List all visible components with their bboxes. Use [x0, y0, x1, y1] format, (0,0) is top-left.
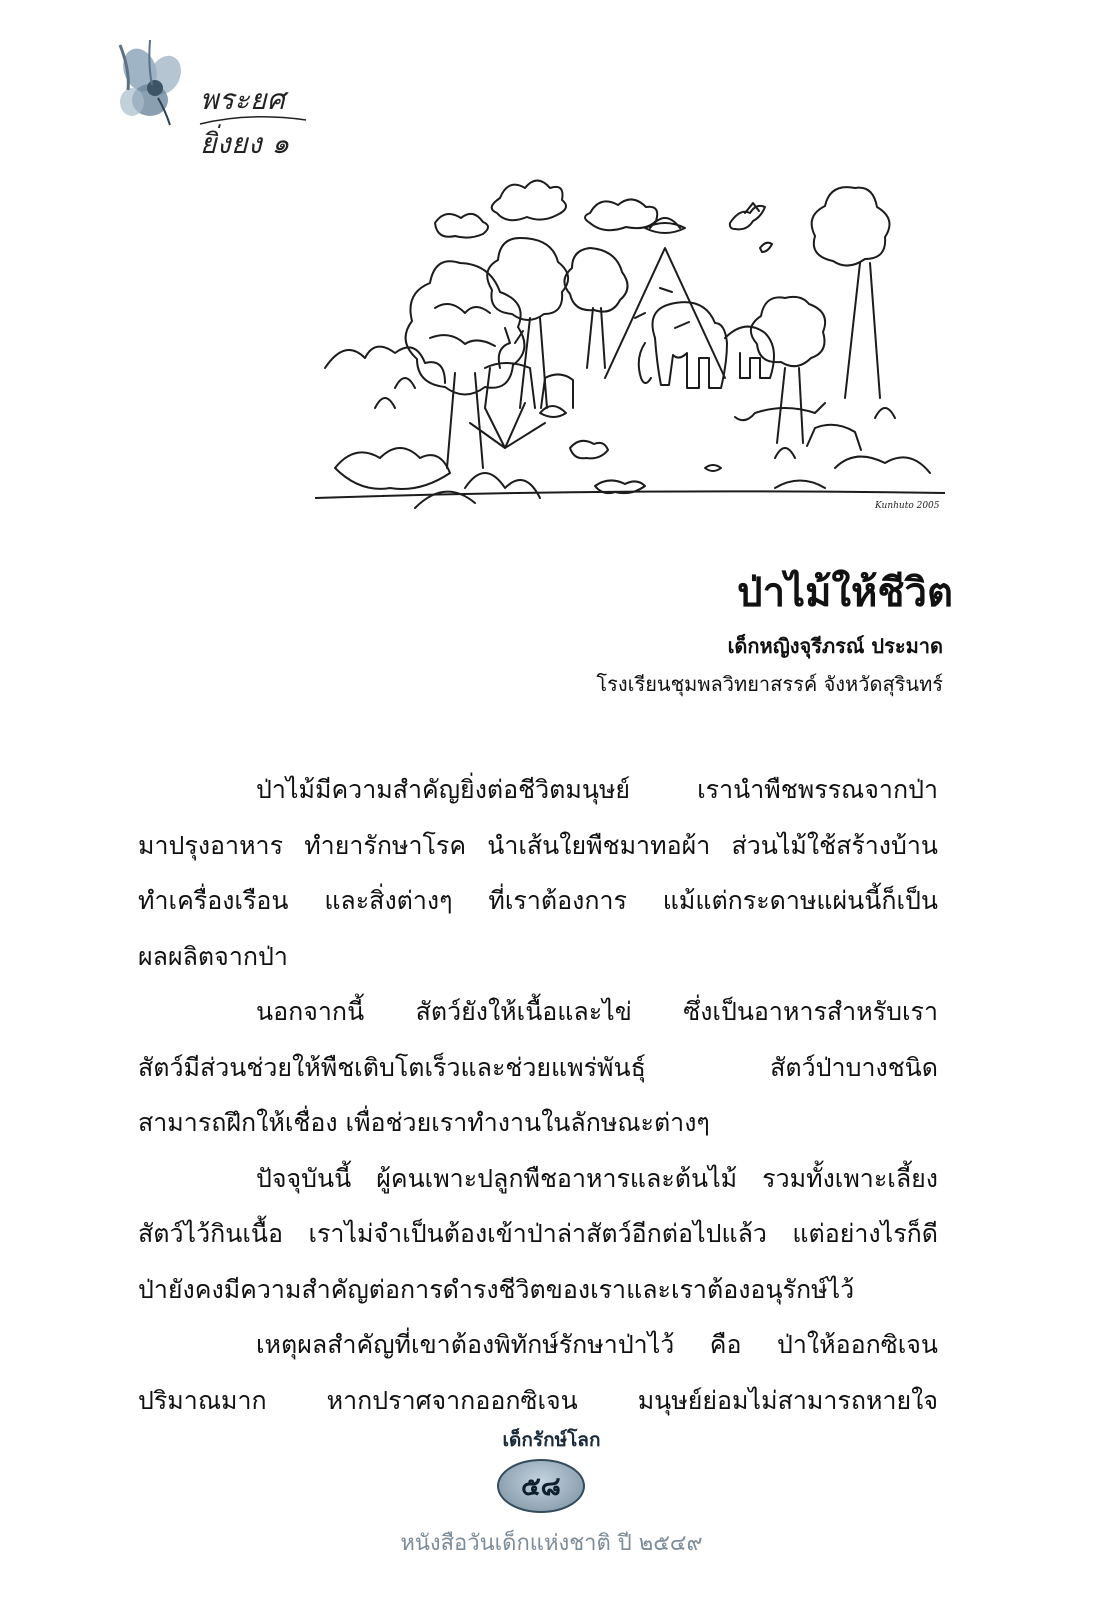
cloud-icon — [492, 181, 566, 221]
article-author: เด็กหญิงจุรีภรณ์ ประมาด — [727, 634, 943, 658]
footer-brand: เด็กรักษ์โลก — [502, 1429, 601, 1451]
author-school: โรงเรียนชุมพลวิทยาสรรค์ จังหวัดสุรินทร์ — [596, 672, 943, 696]
body-line: ป่าไม้มีความสำคัญยิ่งต่อชีวิตมนุษย์ เรานำพืชพรรณจากป่า — [256, 775, 938, 804]
article-body — [138, 762, 938, 1428]
flower-logo-icon — [110, 40, 205, 135]
body-line: ผลผลิตจากป่า — [138, 941, 288, 971]
elephant-icon — [653, 302, 728, 388]
body-line: สัตว์ไว้กินเนื้อ เราไม่จำเป็นต้องเข้าป่าล่าสัตว์อีกต่อไปแล้ว แต่อย่างไรก็ดี — [138, 1219, 938, 1248]
body-line: สัตว์มีส่วนช่วยให้พืชเติบโตเร็วและช่วยแพร่พันธุ์ สัตว์ป่าบางชนิด — [138, 1052, 938, 1082]
cloud-icon — [585, 199, 657, 230]
article-title: ป่าไม้ให้ชีวิต — [737, 570, 953, 616]
body-line: ปัจจุบันนี้ ผู้คนเพาะปลูกพืชอาหารและต้นไม้ รวมทั้งเพาะเลี้ยง — [256, 1163, 938, 1193]
fox-icon — [570, 441, 608, 459]
body-line: เหตุผลสำคัญที่เขาต้องพิทักษ์รักษาป่าไว้ คือ ป่าให้ออกซิเจน — [256, 1330, 938, 1359]
body-line: นอกจากนี้ สัตว์ยังให้เนื้อและไข่ ซึ่งเป็นอาหารสำหรับเรา — [256, 997, 938, 1026]
body-line: สามารถฝึกให้เชื่อง เพื่อช่วยเราทำงานในลักษณะต่างๆ — [138, 1108, 710, 1137]
page-footer — [0, 1425, 1103, 1614]
body-line: ปริมาณมาก หากปราศจากออกซิเจน มนุษย์ย่อมไม่สามารถหายใจ — [138, 1385, 938, 1415]
body-line: มาปรุงอาหาร ทำยารักษาโรค นำเส้นใยพืชมาทอผ้า ส่วนไม้ใช้สร้างบ้าน — [138, 830, 938, 860]
footer-caption: หนังสือวันเด็กแห่งชาติ ปี ๒๕๔๙ — [400, 1531, 703, 1556]
artist-signature: Kunhuto 2005 — [875, 501, 940, 511]
body-line: ป่ายังคงมีความสำคัญต่อการดำรงชีวิตของเราและเราต้องอนุรักษ์ไว้ — [138, 1274, 855, 1304]
turtle-icon — [540, 406, 566, 417]
body-line: ทำเครื่องเรือน และสิ่งต่างๆ ที่เราต้องการ แม้แต่กระดาษแผ่นนี้ก็เป็น — [138, 886, 938, 915]
header-logo — [110, 40, 310, 160]
logo-text: พระยศยิ่งยง ๑ — [200, 83, 290, 160]
forest-animals-illustration — [315, 168, 945, 530]
page-number: ๕๘ — [521, 1471, 561, 1502]
logo-underline-swoosh — [198, 110, 308, 130]
page-number-badge — [497, 1459, 585, 1513]
